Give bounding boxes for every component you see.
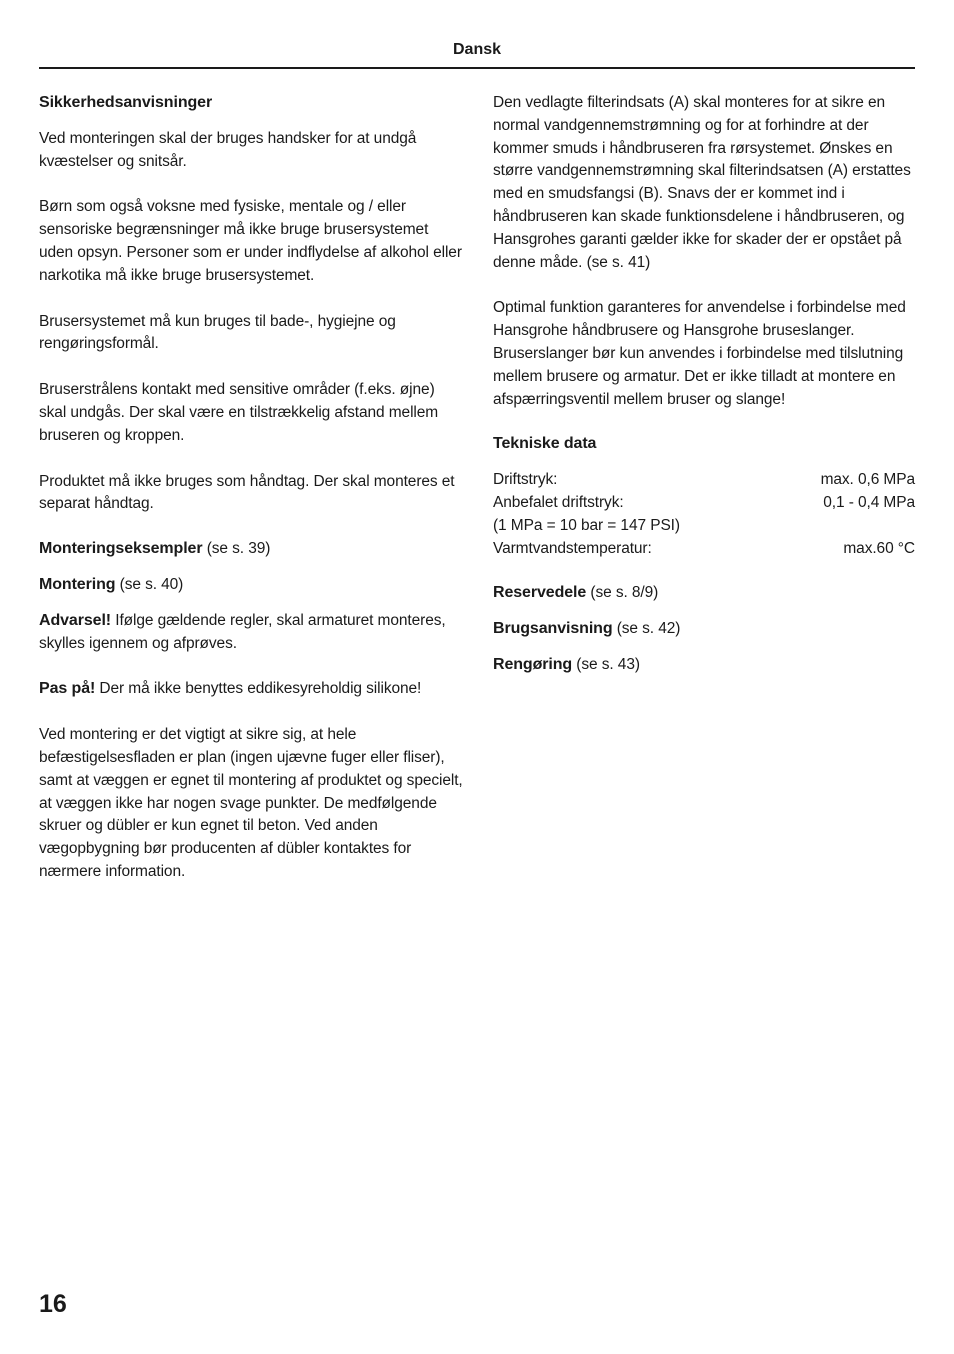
caution-label: Pas på!	[39, 680, 96, 698]
spare-parts-ref	[493, 582, 915, 605]
page-number: 16	[39, 1290, 67, 1318]
mounting-label: Montering	[39, 575, 116, 593]
spare-parts-label: Reservedele	[493, 584, 587, 602]
page-header-language: Dansk	[452, 41, 502, 58]
safety-paragraph-usage: Brusersystemet må kun bruges til bade-, hygiejne og rengøringsformål.	[39, 312, 396, 353]
warning-text: Ifølge gældende regler, skal armaturet monteres, skylles igennem og afprøves.	[39, 611, 446, 652]
spec-row	[493, 515, 915, 538]
technical-data-table	[493, 469, 915, 560]
instructions-ref	[493, 618, 915, 641]
spec-label: Driftstryk:	[493, 471, 558, 489]
spec-value: max.60 °C	[843, 539, 915, 557]
safety-paragraph-handle: Produktet må ikke bruges som håndtag. Der skal monteres et separat håndtag.	[39, 472, 455, 513]
technical-data-heading: Tekniske data	[493, 435, 597, 453]
safety-paragraph-children: Børn som også voksne med fysiske, mentale og / eller sensoriske begrænsninger må ikke bruge brusersystemet uden opsyn. Personer som er under indflydelse af alkohol eller narkotika må ikke bruge brusersystemet.	[39, 198, 462, 284]
warning-paragraph	[39, 610, 464, 656]
safety-heading: Sikkerhedsanvisninger	[39, 94, 213, 111]
mounting-page: (se s. 40)	[115, 575, 184, 593]
mounting-surface-paragraph: Ved montering er det vigtigt at sikre sig, at hele befæstigelsesfladen er plan (ingen ujævne fuger eller fliser), samt at væggen er egnet til montering af produktet og specielt, at væggen ikke har nogen svage punkter. De medfølgende skruer og dübler er kun egnet til beton. Ved anden vægopbygning bør producenten af dübler kontaktes for nærmere information.	[39, 726, 463, 880]
mounting-examples-ref	[39, 538, 464, 561]
mounting-ref	[39, 574, 464, 597]
cleaning-label: Rengøring	[493, 655, 573, 673]
mounting-examples-label: Monteringseksempler	[39, 540, 203, 558]
spec-value: 0,1 - 0,4 MPa	[823, 493, 915, 511]
spare-parts-page: (se s. 8/9)	[586, 584, 659, 602]
filter-paragraph: Den vedlagte filterindsats (A) skal monteres for at sikre en normal vandgennemstrømning og for at forhindre at der kommer smuds i håndbruseren fra rørsystemet. Ønskes en større vandgennemstrømning skal filterindsatsen (A) erstattes med en smudsfangsi (B). Snavs der er kommet ind i håndbruseren kan skade funktionsdelene i håndbruseren, og Hansgrohes garanti gælder ikke for skader der er opstået på denne måde. (se s. 41)	[493, 94, 911, 271]
instructions-page: (se s. 42)	[612, 620, 681, 638]
caution-text: Der må ikke benyttes eddikesyreholdig silikone!	[95, 680, 422, 698]
optimal-function-paragraph: Optimal funktion garanteres for anvendelse i forbindelse med Hansgrohe håndbrusere og Hansgrohe bruseslanger. Bruserslanger bør kun anvendes i forbindelse med tilslutning mellem brusere og armatur. Det er ikke tilladt at montere en afspærringsventil mellem bruser og slange!	[493, 299, 906, 408]
spec-row	[493, 538, 915, 561]
spec-label: Varmtvandstemperatur:	[493, 539, 652, 557]
spec-label: (1 MPa = 10 bar = 147 PSI)	[493, 516, 680, 534]
spec-label: Anbefalet driftstryk:	[493, 493, 624, 511]
header-divider	[39, 67, 915, 69]
mounting-examples-page: (se s. 39)	[202, 540, 271, 558]
caution-paragraph	[39, 678, 464, 701]
instructions-label: Brugsanvisning	[493, 620, 613, 638]
cleaning-ref	[493, 654, 915, 677]
safety-paragraph-gloves: Ved monteringen skal der bruges handsker for at undgå kvæstelser og snitsår.	[39, 129, 417, 170]
spec-value: max. 0,6 MPa	[820, 471, 915, 489]
spec-row	[493, 469, 915, 492]
left-column	[39, 92, 464, 884]
cleaning-page: (se s. 43)	[572, 655, 640, 673]
right-column	[493, 92, 915, 677]
spec-row	[493, 492, 915, 515]
warning-label: Advarsel!	[39, 611, 112, 629]
safety-paragraph-eyes: Bruserstrålens kontakt med sensitive områder (f.eks. øjne) skal undgås. Der skal være en tilstrækkelig afstand mellem bruseren og kroppen.	[39, 381, 439, 444]
